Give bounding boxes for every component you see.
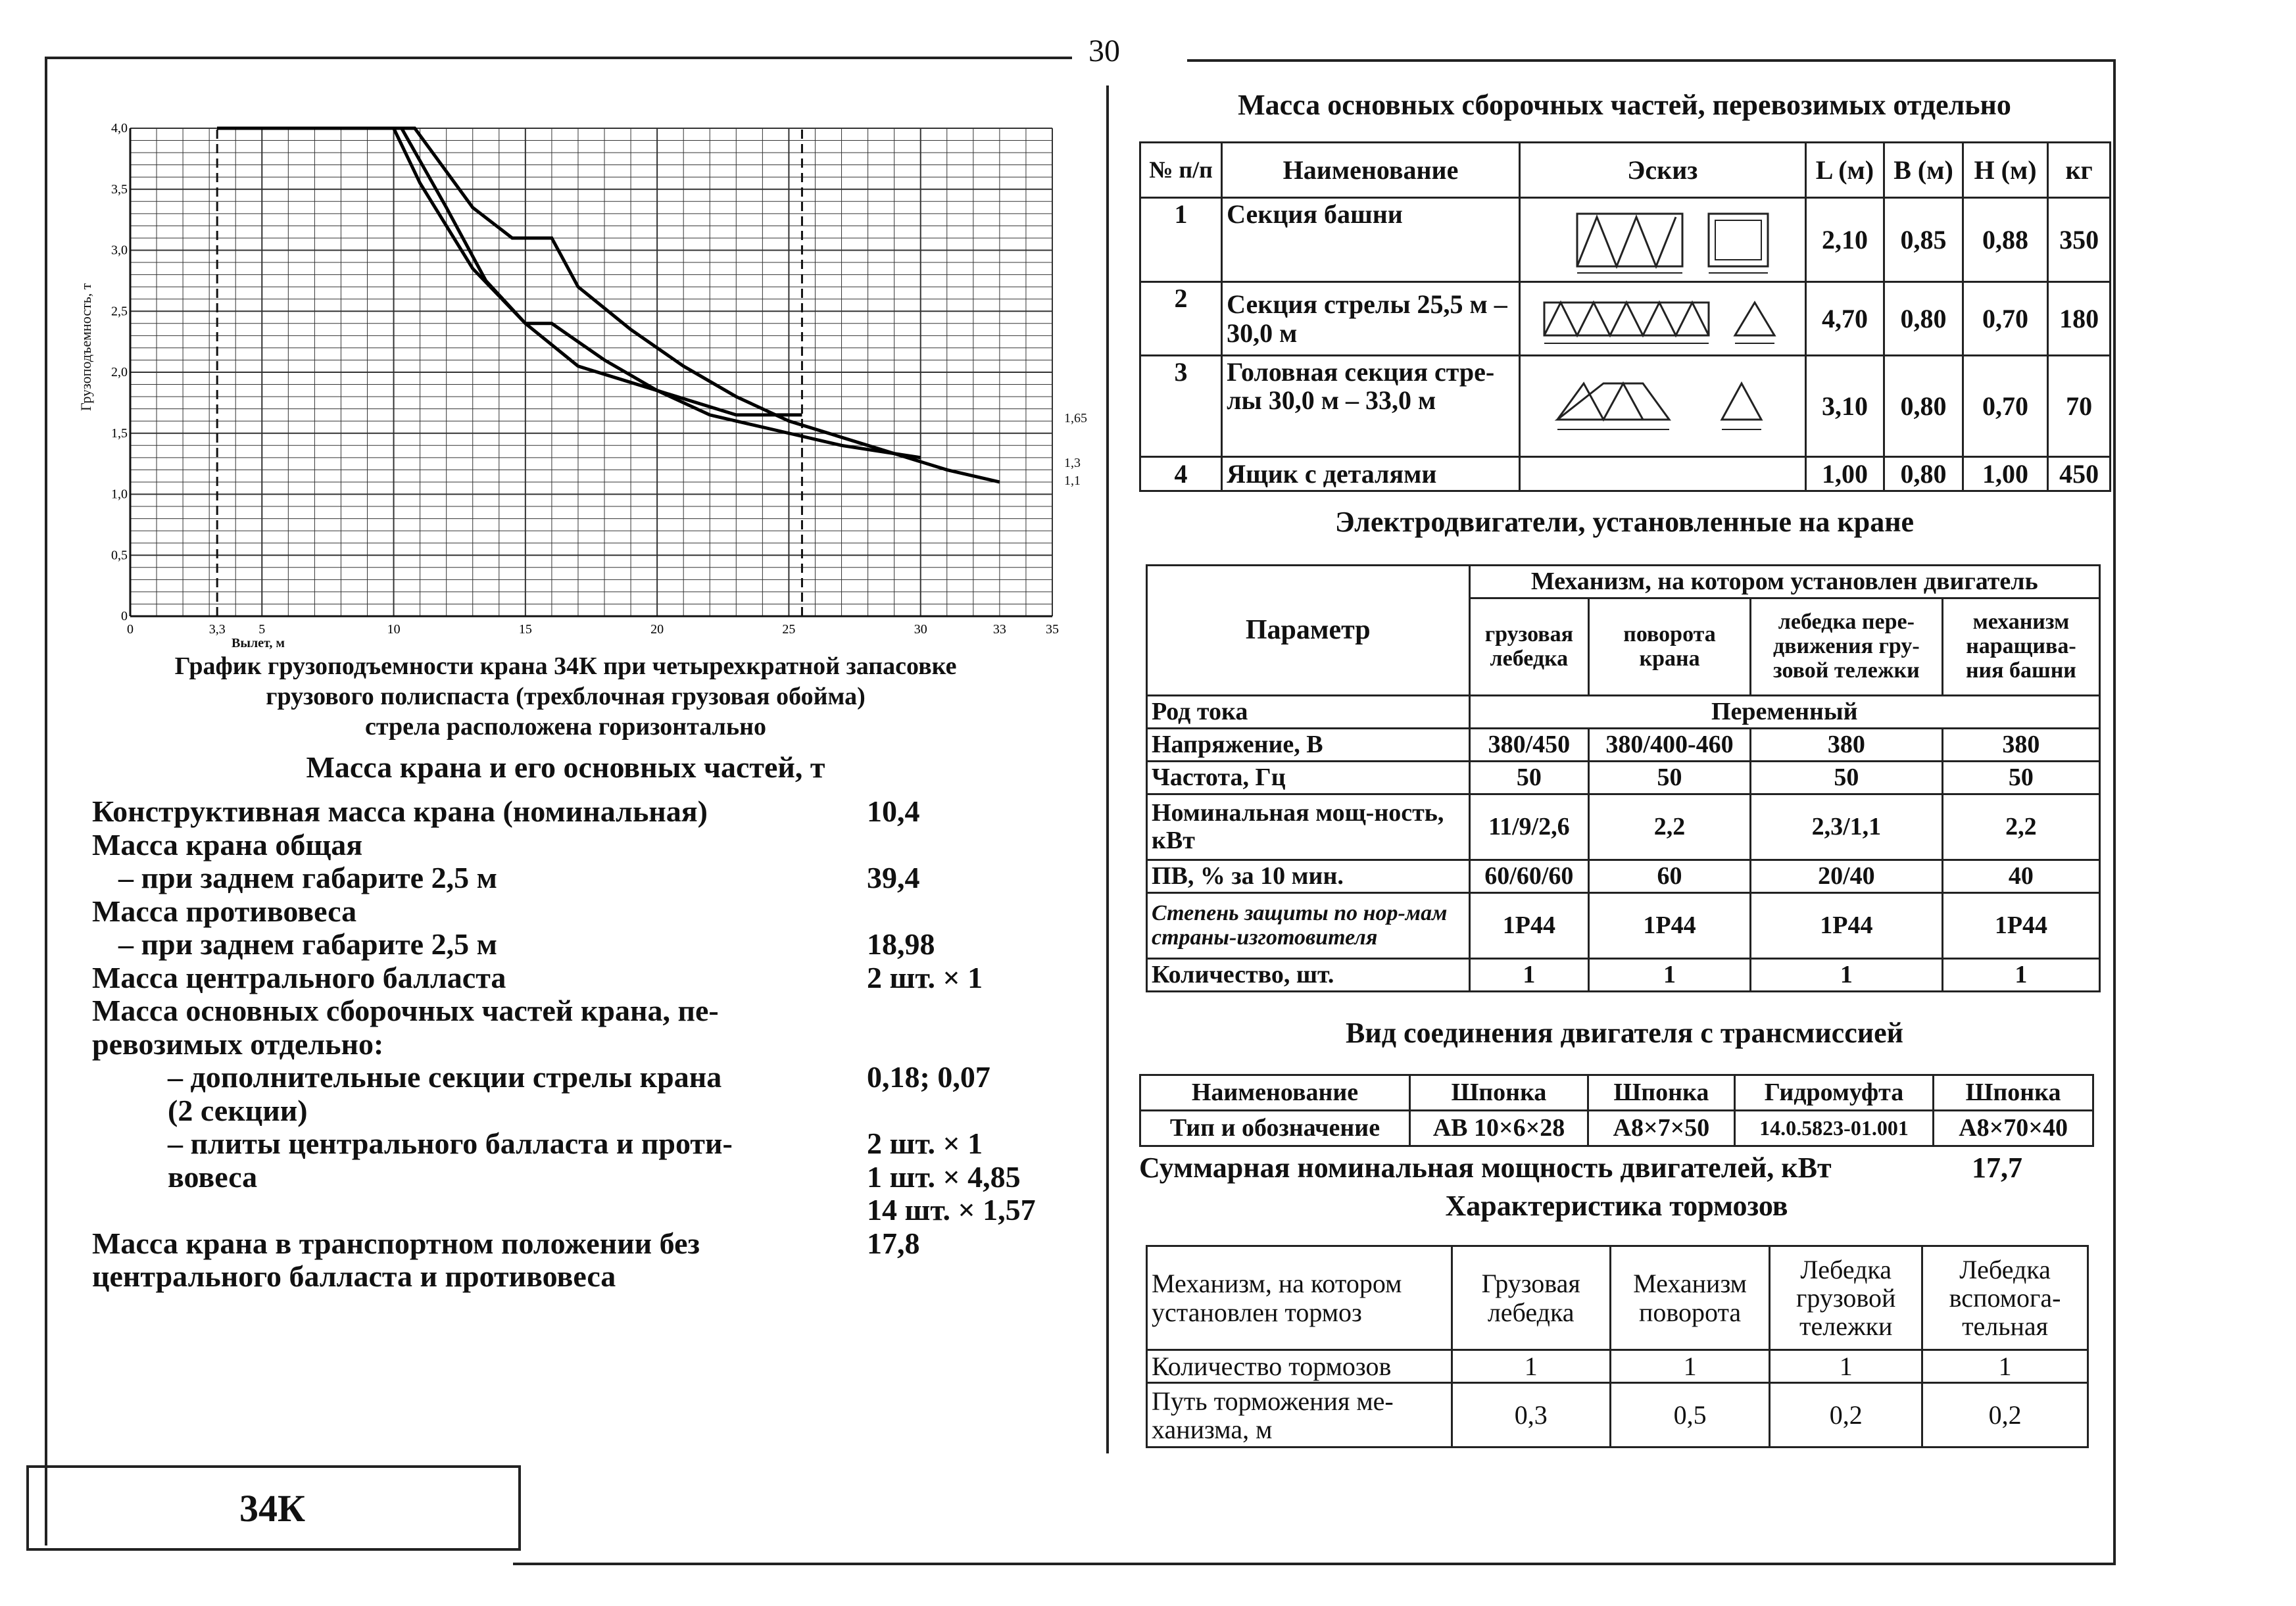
parts-header-no: № п/п [1140, 143, 1222, 198]
table-row [1140, 1111, 2093, 1146]
part-h: 1,00 [1963, 457, 2047, 491]
mass-row-value: 14 шт. × 1,57 [867, 1193, 1036, 1227]
top-rule-left [45, 57, 1072, 59]
chart-ylabel: Грузоподъемность, т [78, 283, 94, 411]
motors-value: 11/9/2,6 [1469, 794, 1589, 860]
mass-row-label: Масса крана общая [92, 827, 363, 862]
chart-right-label-2: 1,3 [1064, 456, 1081, 470]
motors-value: 50 [1942, 762, 2099, 794]
part-h: 0,88 [1963, 198, 2047, 282]
table-row [1147, 959, 2100, 992]
table-row [1147, 696, 2100, 729]
motors-value: 2,2 [1589, 794, 1751, 860]
motors-value: 1 [1469, 959, 1589, 992]
brakes-value: 1 [1610, 1350, 1769, 1383]
tower-section-sketch-icon [1531, 204, 1794, 276]
part-name: Головная секция стре-лы 30,0 м – 33,0 м [1222, 356, 1520, 457]
part-sketch-tower-section [1519, 198, 1805, 282]
motors-table [1146, 564, 2101, 992]
center-divider [1106, 85, 1109, 1453]
part-b: 0,80 [1884, 457, 1963, 491]
y-tick-label: 0 [121, 609, 128, 623]
part-no: 2 [1140, 282, 1222, 356]
motors-value: 380/450 [1469, 729, 1589, 762]
motors-value: 60 [1589, 860, 1751, 893]
mass-row-value: 1 шт. × 4,85 [867, 1159, 1021, 1194]
part-kg: 180 [2048, 282, 2111, 356]
motors-value: 380 [1942, 729, 2099, 762]
part-sketch-head-section [1519, 356, 1805, 457]
x-tick-label: 20 [650, 622, 664, 637]
motors-value: 2,2 [1942, 794, 2099, 860]
left-frame-line [45, 57, 47, 1545]
motors-col-climbing: механизм наращива-ния башни [1942, 598, 2099, 696]
part-h: 0,70 [1963, 356, 2047, 457]
part-no: 3 [1140, 356, 1222, 457]
mass-row-value: 18,98 [867, 927, 935, 961]
page-number: 30 [1088, 34, 1120, 68]
part-name: Секция башни [1222, 198, 1520, 282]
brakes-header-cell: Грузовая лебедка [1452, 1246, 1610, 1350]
mass-row-label: вовеса [168, 1159, 258, 1194]
part-no: 4 [1140, 457, 1222, 491]
table-row [1140, 198, 2111, 282]
mass-row-label: – плиты центрального балласта и проти- [168, 1127, 733, 1160]
mass-row-label: (2 секции) [168, 1093, 308, 1127]
mass-row-value: 17,8 [867, 1226, 920, 1260]
x-tick-label: 5 [258, 622, 266, 637]
motors-value: 1Р44 [1589, 893, 1751, 959]
y-tick-label: 0,5 [111, 548, 128, 563]
parts-table-title: Масса основных сборочных частей, перевозимых отдельно [1238, 89, 2011, 121]
connection-table-title: Вид соединения двигателя с трансмиссией [1346, 1017, 1903, 1049]
motors-col-trolley: лебедка пере-движения гру-зовой тележки [1750, 598, 1942, 696]
motors-value: 380/400-460 [1589, 729, 1751, 762]
boom-section-sketch-icon [1531, 289, 1794, 349]
mass-row-value: 39,4 [867, 861, 920, 894]
mass-row-label: – при заднем габарите 2,5 м [118, 927, 497, 961]
brakes-param: Путь торможения ме-ханизма, м [1147, 1383, 1452, 1448]
model-tag: 34К [239, 1487, 306, 1530]
part-kg: 70 [2048, 356, 2111, 457]
table-row [1147, 794, 2100, 860]
mass-section-title: Масса крана и его основных частей, т [306, 750, 825, 784]
mass-row-value: 0,18; 0,07 [867, 1060, 990, 1094]
motors-table-title: Электродвигатели, установленные на кране [1334, 506, 1915, 538]
brakes-param: Количество тормозов [1147, 1350, 1452, 1383]
motors-group-header: Механизм, на котором установлен двигатель [1469, 566, 2100, 598]
brakes-value: 0,5 [1610, 1383, 1769, 1448]
mass-row-label: Конструктивная масса крана (номинальная) [92, 794, 708, 828]
capacity-chart [78, 122, 1087, 661]
motors-param-header: Параметр [1147, 566, 1470, 696]
motors-value: 60/60/60 [1469, 860, 1589, 893]
brakes-value: 0,3 [1452, 1383, 1610, 1448]
chart-caption-line-1: График грузоподъемности крана 34К при четырехкратной запасовке [174, 652, 957, 680]
brakes-header-cell: Лебедка вспомога-тельная [1922, 1246, 2088, 1350]
parts-header-l: L (м) [1805, 143, 1884, 198]
chart-caption-line-3: стрела расположена горизонтально [365, 713, 766, 741]
parts-header-name: Наименование [1222, 143, 1520, 198]
motors-param: ПВ, % за 10 мин. [1147, 860, 1470, 893]
motors-col-cargo-winch: грузовая лебедка [1469, 598, 1589, 696]
x-tick-label: 10 [387, 622, 401, 637]
motors-value: 20/40 [1750, 860, 1942, 893]
brakes-value: 1 [1922, 1350, 2088, 1383]
x-tick-label: 3,3 [208, 622, 226, 637]
motors-value: 50 [1750, 762, 1942, 794]
motors-value: 50 [1469, 762, 1589, 794]
part-name: Секция стрелы 25,5 м – 30,0 м [1222, 282, 1520, 356]
mass-row-label: Масса крана в транспортном положении без [92, 1226, 700, 1260]
motors-col-slewing: поворота крана [1589, 598, 1751, 696]
connection-cell: А8×70×40 [1934, 1111, 2093, 1146]
connection-cell: Наименование [1140, 1075, 1410, 1111]
part-no: 1 [1140, 198, 1222, 282]
chart-caption [92, 651, 1039, 742]
capacity-chart-svg [92, 122, 1079, 661]
x-tick-label: 33 [992, 622, 1006, 637]
chart-xlabel: Вылет, м [232, 636, 285, 650]
chart-right-label-3: 1,1 [1064, 474, 1081, 488]
part-kg: 350 [2048, 198, 2111, 282]
motors-value: 1Р44 [1750, 893, 1942, 959]
right-frame-line [2113, 59, 2116, 1565]
table-row [1140, 457, 2111, 491]
motors-param: Номинальная мощ-ность, кВт [1147, 794, 1470, 860]
table-row [1140, 282, 2111, 356]
motors-param: Напряжение, В [1147, 729, 1470, 762]
mass-row-label: Масса противовеса [92, 894, 357, 928]
y-tick-label: 4,0 [111, 122, 128, 135]
x-tick-label: 0 [127, 622, 134, 637]
motors-value: 1 [1589, 959, 1751, 992]
parts-header-sketch: Эскиз [1519, 143, 1805, 198]
part-sketch-boom-section [1519, 282, 1805, 356]
mass-row-label: Масса основных сборочных частей крана, пе- [92, 994, 719, 1027]
table-row [1140, 1075, 2093, 1111]
table-row [1140, 356, 2111, 457]
connection-cell: Шпонка [1588, 1075, 1735, 1111]
parts-table [1139, 141, 2111, 492]
connection-cell: Шпонка [1409, 1075, 1588, 1111]
motors-value: 1Р44 [1942, 893, 2099, 959]
part-l: 3,10 [1805, 356, 1884, 457]
connection-cell: 14.0.5823-01.001 [1734, 1111, 1933, 1146]
y-tick-label: 3,5 [111, 182, 128, 197]
brakes-table [1146, 1245, 2089, 1448]
connection-cell: Тип и обозначение [1140, 1111, 1410, 1146]
model-tag-box [26, 1465, 521, 1551]
mass-row-label: ревозимых отдельно: [92, 1027, 384, 1061]
total-power-label: Суммарная номинальная мощность двигателей, кВт [1139, 1152, 1832, 1184]
brakes-header-cell: Лебедка грузовой тележки [1770, 1246, 1922, 1350]
y-tick-label: 1,5 [111, 426, 128, 441]
parts-header-h: H (м) [1963, 143, 2047, 198]
brakes-value: 0,2 [1922, 1383, 2088, 1448]
chart-caption-line-2: грузового полиспаста (трехблочная грузовая обойма) [266, 683, 866, 710]
part-l: 4,70 [1805, 282, 1884, 356]
table-row [1147, 729, 2100, 762]
y-tick-label: 2,5 [111, 304, 128, 319]
bottom-frame-line [513, 1563, 2116, 1565]
motors-value: 380 [1750, 729, 1942, 762]
motors-value: 2,3/1,1 [1750, 794, 1942, 860]
motors-group-row [1147, 566, 2100, 598]
brakes-value: 1 [1452, 1350, 1610, 1383]
x-tick-label: 25 [782, 622, 796, 637]
parts-header-kg: кг [2048, 143, 2111, 198]
mass-row-label: центрального балласта и противовеса [92, 1259, 616, 1293]
motors-value: 1 [1750, 959, 1942, 992]
mass-row-value: 2 шт. × 1 [867, 960, 983, 994]
motors-value: 50 [1589, 762, 1751, 794]
top-rule-right [1187, 59, 2116, 62]
brakes-header-cell: Механизм поворота [1610, 1246, 1769, 1350]
part-b: 0,80 [1884, 282, 1963, 356]
motors-value: 1 [1942, 959, 2099, 992]
x-tick-label: 30 [914, 622, 927, 637]
brakes-header-cell: Механизм, на котором установлен тормоз [1147, 1246, 1452, 1350]
part-l: 2,10 [1805, 198, 1884, 282]
mass-row-label: Масса центрального балласта [92, 960, 506, 994]
motors-value: 1Р44 [1469, 893, 1589, 959]
total-power-value: 17,7 [1972, 1152, 2022, 1184]
brakes-value: 0,2 [1770, 1383, 1922, 1448]
part-l: 1,00 [1805, 457, 1884, 491]
part-b: 0,80 [1884, 356, 1963, 457]
mass-row-value: 10,4 [867, 794, 920, 828]
mass-row-label: – дополнительные секции стрелы крана [168, 1060, 722, 1094]
y-tick-label: 3,0 [111, 243, 128, 258]
motors-value: 40 [1942, 860, 2099, 893]
mass-row-value: 2 шт. × 1 [867, 1127, 983, 1160]
x-tick-label: 35 [1046, 622, 1059, 637]
connection-cell: Шпонка [1934, 1075, 2093, 1111]
capacity-series-line-3 [217, 128, 1000, 482]
table-row [1147, 762, 2100, 794]
table-row [1147, 893, 2100, 959]
table-row [1147, 860, 2100, 893]
part-h: 0,70 [1963, 282, 2047, 356]
connection-cell: АВ 10×6×28 [1409, 1111, 1588, 1146]
mass-row-label: – при заднем габарите 2,5 м [118, 861, 497, 894]
table-row [1147, 1350, 2088, 1383]
motors-param: Количество, шт. [1147, 959, 1470, 992]
brakes-header-row [1147, 1246, 2088, 1350]
head-section-sketch-icon [1531, 367, 1794, 446]
motors-current-label: Род тока [1147, 696, 1470, 729]
motors-param: Частота, Гц [1147, 762, 1470, 794]
connection-cell: Гидромуфта [1734, 1075, 1933, 1111]
part-name: Ящик с деталями [1222, 457, 1520, 491]
brakes-value: 1 [1770, 1350, 1922, 1383]
part-b: 0,85 [1884, 198, 1963, 282]
y-tick-label: 1,0 [111, 487, 128, 502]
parts-header-b: B (м) [1884, 143, 1963, 198]
connection-cell: А8×7×50 [1588, 1111, 1735, 1146]
table-row [1147, 1383, 2088, 1448]
part-sketch-empty [1519, 457, 1805, 491]
chart-right-label-1: 1,65 [1064, 411, 1087, 426]
y-tick-label: 2,0 [111, 365, 128, 379]
x-tick-label: 15 [518, 622, 532, 637]
parts-header-row [1140, 143, 2111, 198]
brakes-table-title: Характеристика тормозов [1445, 1190, 1788, 1222]
motors-current-value: Переменный [1469, 696, 2100, 729]
part-kg: 450 [2048, 457, 2111, 491]
motors-param: Степень защиты по нор-мам страны-изготовителя [1147, 893, 1470, 959]
connection-table [1139, 1074, 2094, 1147]
